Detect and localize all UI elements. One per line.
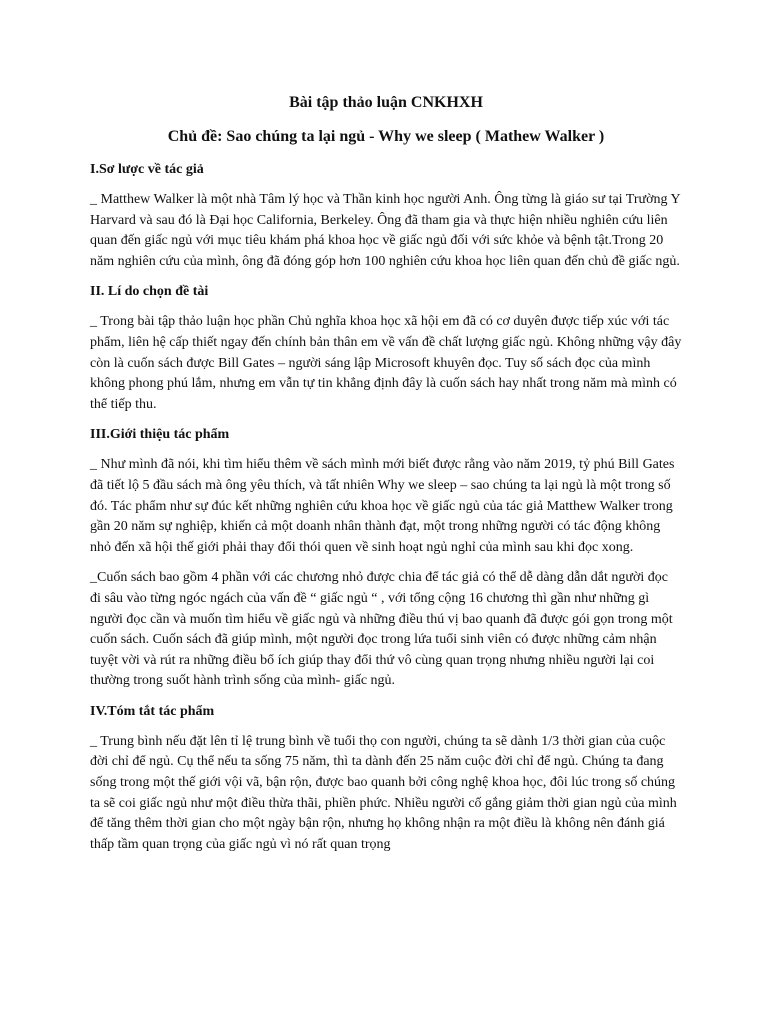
paragraph-reason: _ Trong bài tập thảo luận học phần Chủ nghĩa khoa học xã hội em đã có cơ duyên được tiếp xúc với tác phẩm, liên hệ cấp thiết ngay đến chính bản thân em về vấn đề chất lượng giấc ngủ. Không những vậy đây còn là cuốn sách được Bill Gates – người sáng lập Microsoft khuyên đọc. Tuy số sách đọc của mình không phong phú lắm, nhưng em vẫn tự tin khẳng định đây là cuốn sách hay nhất trong năm mà mình có thể tiếp thu.: [90, 314, 682, 412]
paragraph-introduction-2: _Cuốn sách bao gồm 4 phần với các chương nhỏ được chia để tác giả có thể dễ dàng dẫn dắt người đọc đi sâu vào từng ngóc ngách của vấn đề “ giấc ngủ “ , với tổng cộng 16 chương thì gần như những gì người đọc cần và muốn tìm hiểu về giấc ngủ và những điều thú vị bao quanh đã được gói gọn trong một cuốn sách. Cuốn sách đã giúp mình, một người đọc trong lứa tuổi sinh viên có được những cảm nhận tuyệt vời và rút ra những điều bổ ích giúp thay đổi thứ vô cùng quan trọng nhưng nhiều người lại coi thường trong suốt hành trình sống của mình- giấc ngủ.: [90, 570, 673, 689]
paragraph-introduction-1: _ Như mình đã nói, khi tìm hiểu thêm về sách mình mới biết được rằng vào năm 2019, tỷ phú Bill Gates đã tiết lộ 5 đầu sách mà ông yêu thích, và tất nhiên Why we sleep – sao chúng ta lại ngủ là một trong số đó. Tác phẩm như sự đúc kết những nghiên cứu khoa học về giấc ngủ của tác giả Matthew Walker trong gần 20 năm sự nghiệp, khiến cả một doanh nhân thành đạt, một trong những người có tác động không nhỏ đến xã hội thế giới phải thay đổi thói quen về sinh hoạt ngủ nghỉ của mình sau khi đọc xong.: [90, 457, 675, 555]
section-heading-summary: IV.Tóm tắt tác phẩm: [90, 703, 215, 719]
document-title: Bài tập thảo luận CNKHXH: [289, 94, 483, 111]
section-heading-author: I.Sơ lược về tác giả: [90, 162, 204, 177]
section-heading-introduction: III.Giới thiệu tác phẩm: [90, 427, 230, 443]
document-subtitle: Chủ đề: Sao chúng ta lại ngủ - Why we sleep ( Mathew Walker ): [167, 128, 605, 145]
paragraph-summary: _ Trung bình nếu đặt lên tỉ lệ trung bình về tuổi thọ con người, chúng ta sẽ dành 1/3 thời gian của cuộc đời chỉ để ngủ. Cụ thể nếu ta sống 75 năm, thì ta dành đến 25 năm cuộc đời chỉ để ngủ. Chúng ta đang sống trong một thế giới vội vã, bận rộn, được bao quanh bởi công nghệ khoa học, đôi lúc trong số chúng ta sẽ coi giấc ngủ như một điều thừa thãi, phiền phức. Nhiều người cố gắng giảm thời gian ngủ của mình để tăng thêm thời gian cho một ngày bận rộn, nhưng họ không nhận ra một điều là không nên đánh giá thấp tầm quan trọng của giấc ngủ vì nó rất quan trọng: [90, 733, 677, 852]
section-heading-reason: II. Lí do chọn đề tài: [90, 284, 209, 300]
paragraph-author-bio: _ Matthew Walker là một nhà Tâm lý học và Thần kinh học người Anh. Ông từng là giáo sư tại Trường Y Harvard và sau đó là Đại học California, Berkeley. Ông đã tham gia và thực hiện nhiều nghiên cứu liên quan đến giấc ngủ với mục tiêu khám phá khoa học về giấc ngủ đối với sức khỏe và bệnh tật.Trong 20 năm nghiên cứu của mình, ông đã đóng góp hơn 100 nghiên cứu khoa học liên quan đến chủ đề giấc ngủ.: [90, 192, 681, 269]
document-page: [90, 92, 682, 865]
